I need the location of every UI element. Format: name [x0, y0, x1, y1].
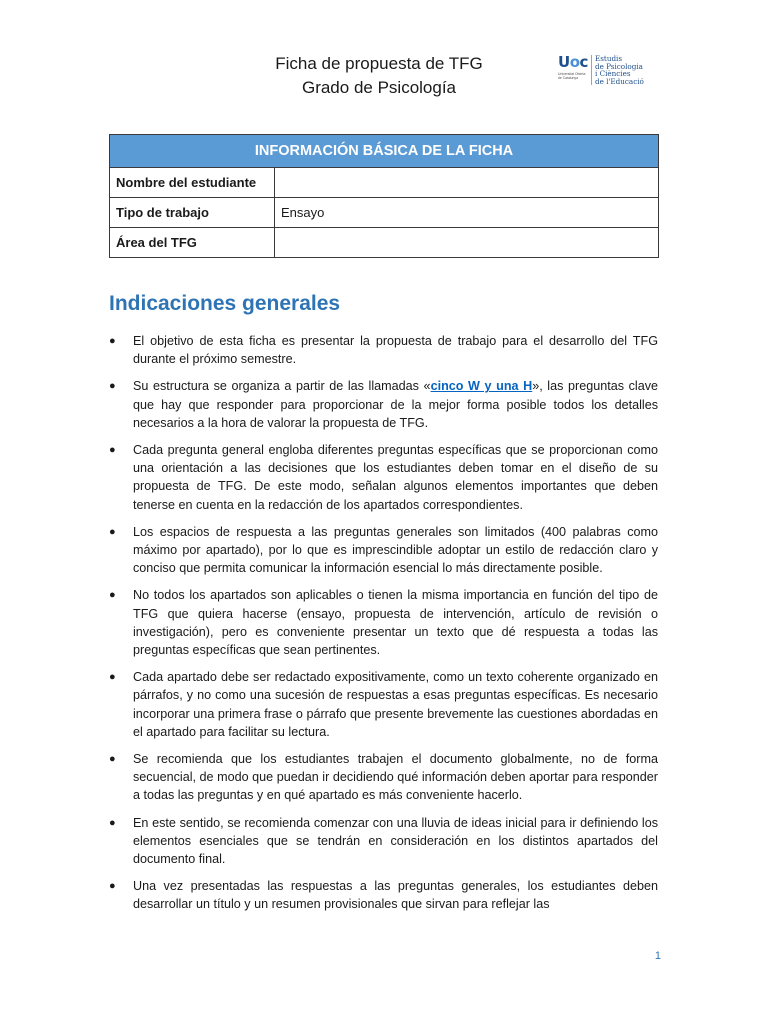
list-item-text: Se recomienda que los estudiantes trabajen el documento globalmente, no de forma secuencial, de modo que puedan ir decidiendo qué información deben aportar para responder a todas las preguntas y en qué apartado es más conveniente hacerlo.	[133, 752, 658, 803]
general-indications-list	[109, 332, 658, 923]
uoc-logo-subtitle: Universitat Oberta de Catalunya	[558, 72, 586, 80]
title-line-2: Grado de Psicología	[301, 78, 457, 97]
logo-text-line: de Psicologia	[595, 61, 643, 71]
table-row	[110, 228, 659, 258]
title-line-1: Ficha de propuesta de TFG	[275, 54, 483, 73]
bullet-icon: ●	[109, 880, 116, 893]
table-row	[110, 168, 659, 198]
page-number: 1	[654, 950, 661, 962]
document-title	[200, 52, 558, 100]
list-item	[109, 877, 658, 913]
row-value-student-name[interactable]	[275, 168, 659, 198]
logo-text-line: Estudis	[595, 54, 623, 63]
list-item-text: Una vez presentadas las respuestas a las preguntas generales, los estudiantes deben desarrollar un título y un resumen provisionales que sirvan para reflejar las	[133, 879, 658, 912]
list-item-text: No todos los apartados son aplicables o tienen la misma importancia en función del tipo de TFG que quiera hacerse (ensayo, propuesta de intervención, artículo de revisión o investigación), pero es conveniente presentar un texto que dé respuesta a todas las preguntas específicas que sean pertinentes.	[133, 588, 658, 658]
list-item-text: Cada pregunta general engloba diferentes preguntas específicas que se proporcionan como una orientación a las decisiones que los estudiantes deben tomar en el diseño de su propuesta de TFG. De este modo, señalan algunos elementos importantes que deben tenerse en cuenta en la redacción de los apartados correspondientes.	[133, 443, 658, 512]
row-value-work-type[interactable]: Ensayo	[275, 198, 659, 228]
uoc-logo	[558, 55, 650, 97]
row-label-tfg-area: Área del TFG	[110, 228, 275, 258]
text-after-link: », las preguntas clave que hay que responder para proporcionar de la mejor forma posible todos los detalles necesarios a la hora de valorar la propuesta de TFG.	[133, 379, 658, 430]
bullet-icon: ●	[109, 816, 116, 829]
table-heading: INFORMACIÓN BÁSICA DE LA FICHA	[110, 135, 659, 168]
list-item	[109, 441, 658, 514]
list-item-text: En este sentido, se recomienda comenzar con una lluvia de ideas inicial para ir definiendo los elementos esenciales que se tendrán en consideración en los distintos apartados del documento final.	[133, 815, 658, 867]
row-label-student-name: Nombre del estudiante	[110, 168, 275, 198]
list-item	[109, 750, 658, 805]
list-item	[109, 586, 658, 659]
list-item-text: Los espacios de respuesta a las preguntas generales son limitados (400 palabras como máximo por apartado), por lo que es imprescindible adoptar un estilo de redacción claro y conciso que permita comunicar la información esencial lo más directamente posible.	[133, 524, 658, 576]
list-item	[109, 523, 658, 578]
bullet-icon: ●	[109, 525, 116, 538]
uoc-logo-mark	[558, 55, 588, 80]
text-before-link: Su estructura se organiza a partir de las llamadas «	[133, 379, 431, 394]
bullet-icon: ●	[109, 380, 116, 393]
cinco-w-link[interactable]: cinco W y una H	[430, 379, 533, 394]
logo-text-line: de l'Educació	[595, 76, 644, 86]
uoc-logo-brand: Uoc	[558, 53, 588, 71]
table-row	[110, 198, 659, 228]
row-label-work-type: Tipo de trabajo	[110, 198, 275, 228]
list-item-text: El objetivo de esta ficha es presentar la propuesta de trabajo para el desarrollo del TFG durante el próximo semestre.	[133, 334, 658, 367]
bullet-icon: ●	[109, 444, 116, 457]
section-title: Indicaciones generales	[109, 292, 341, 315]
list-item	[109, 377, 658, 432]
list-item-text	[133, 379, 658, 429]
bullet-icon: ●	[109, 335, 116, 347]
list-item	[109, 814, 658, 869]
row-value-tfg-area[interactable]	[275, 228, 659, 258]
uoc-logo-faculty	[591, 55, 644, 85]
basic-info-table	[109, 134, 659, 258]
list-item	[109, 332, 658, 368]
bullet-icon: ●	[109, 753, 116, 766]
bullet-icon: ●	[109, 589, 116, 602]
bullet-icon: ●	[109, 671, 116, 684]
list-item	[109, 668, 658, 741]
logo-text-line: i Ciències	[595, 69, 631, 79]
list-item-text: Cada apartado debe ser redactado expositivamente, como un texto coherente organizado en párrafos, y no como una sucesión de respuestas a esas preguntas específicas. Es necesario incorporar una primera frase o párrafo que presente brevemente las cuestiones abordadas en el apartado para facilitar su lectura.	[133, 670, 658, 739]
